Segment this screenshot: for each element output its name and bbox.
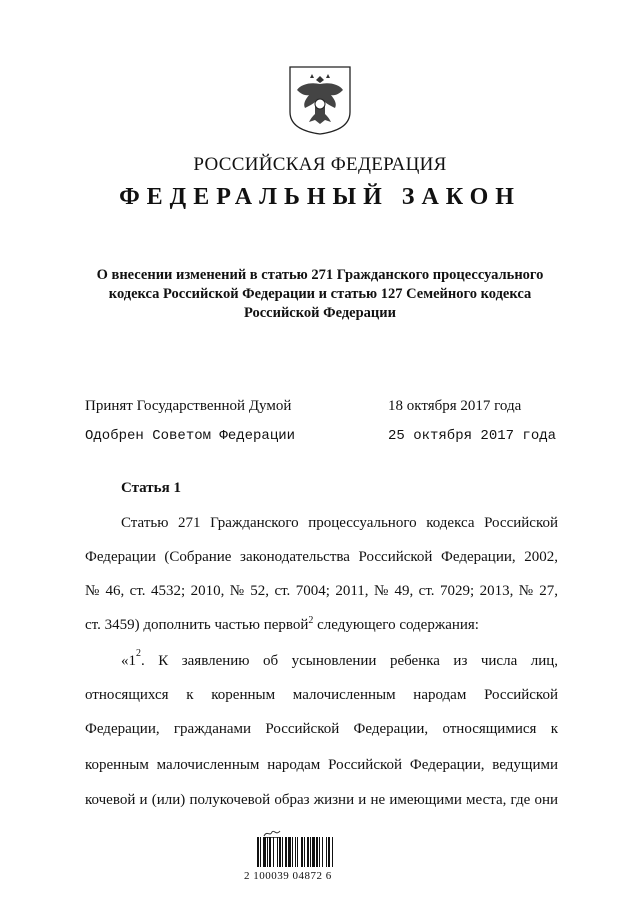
- barcode-icon: [256, 837, 358, 867]
- paragraph-text: «1: [121, 653, 136, 669]
- country-name: РОССИЙСКАЯ ФЕДЕРАЦИЯ: [193, 154, 447, 175]
- paragraph-line: [121, 648, 558, 671]
- article-heading: Статья 1: [121, 480, 181, 496]
- paragraph-line: [85, 616, 558, 635]
- law-title: [80, 266, 560, 323]
- adopted-by-duma-date: 18 октября 2017 года: [388, 398, 522, 414]
- approved-by-council-label: Одобрен Советом Федерации: [85, 428, 296, 444]
- adopted-by-duma-label: Принят Государственной Думой: [85, 398, 292, 414]
- approved-by-council-date: 25 октября 2017 года: [388, 428, 557, 444]
- paragraph-text: следующего содержания:: [313, 617, 479, 633]
- law-title-line: Российской Федерации: [243, 305, 396, 321]
- paragraph-text: ст. 3459) дополнить частью первой: [85, 617, 309, 633]
- paragraph-line: № 46, ст. 4532; 2010, № 52, ст. 7004; 2011, № 49, ст. 7029; 2013, № 27,: [85, 583, 558, 599]
- paragraph-line: Статью 271 Гражданского процессуального кодекса Российской: [121, 515, 558, 531]
- paragraph-line: Федерации, гражданами Российской Федерации, относящимися к: [85, 721, 558, 737]
- document-type: ФЕДЕРАЛЬНЫЙ ЗАКОН: [119, 184, 521, 210]
- paragraph-line: Федерации (Собрание законодательства Российской Федерации, 2002,: [85, 549, 558, 565]
- paragraph-line: кочевой и (или) полукочевой образ жизни и не имеющими места, где они: [85, 792, 558, 808]
- superscript: 2: [136, 648, 141, 659]
- paragraph-text: . К заявлению об усыновлении ребенка из числа лиц,: [141, 653, 558, 669]
- paragraph-line: коренным малочисленным народам Российской Федерации, ведущими: [85, 757, 558, 773]
- law-title-line: кодекса Российской Федерации и статью 127 Семейного кодекса: [108, 286, 532, 302]
- barcode-number: 2 100039 04872 6: [244, 870, 332, 882]
- coat-of-arms-icon: [287, 64, 353, 136]
- superscript: 2: [308, 615, 314, 626]
- law-title-line: О внесении изменений в статью 271 Гражданского процессуального: [96, 267, 544, 283]
- paragraph-line: относящихся к коренным малочисленным народам Российской: [85, 687, 558, 703]
